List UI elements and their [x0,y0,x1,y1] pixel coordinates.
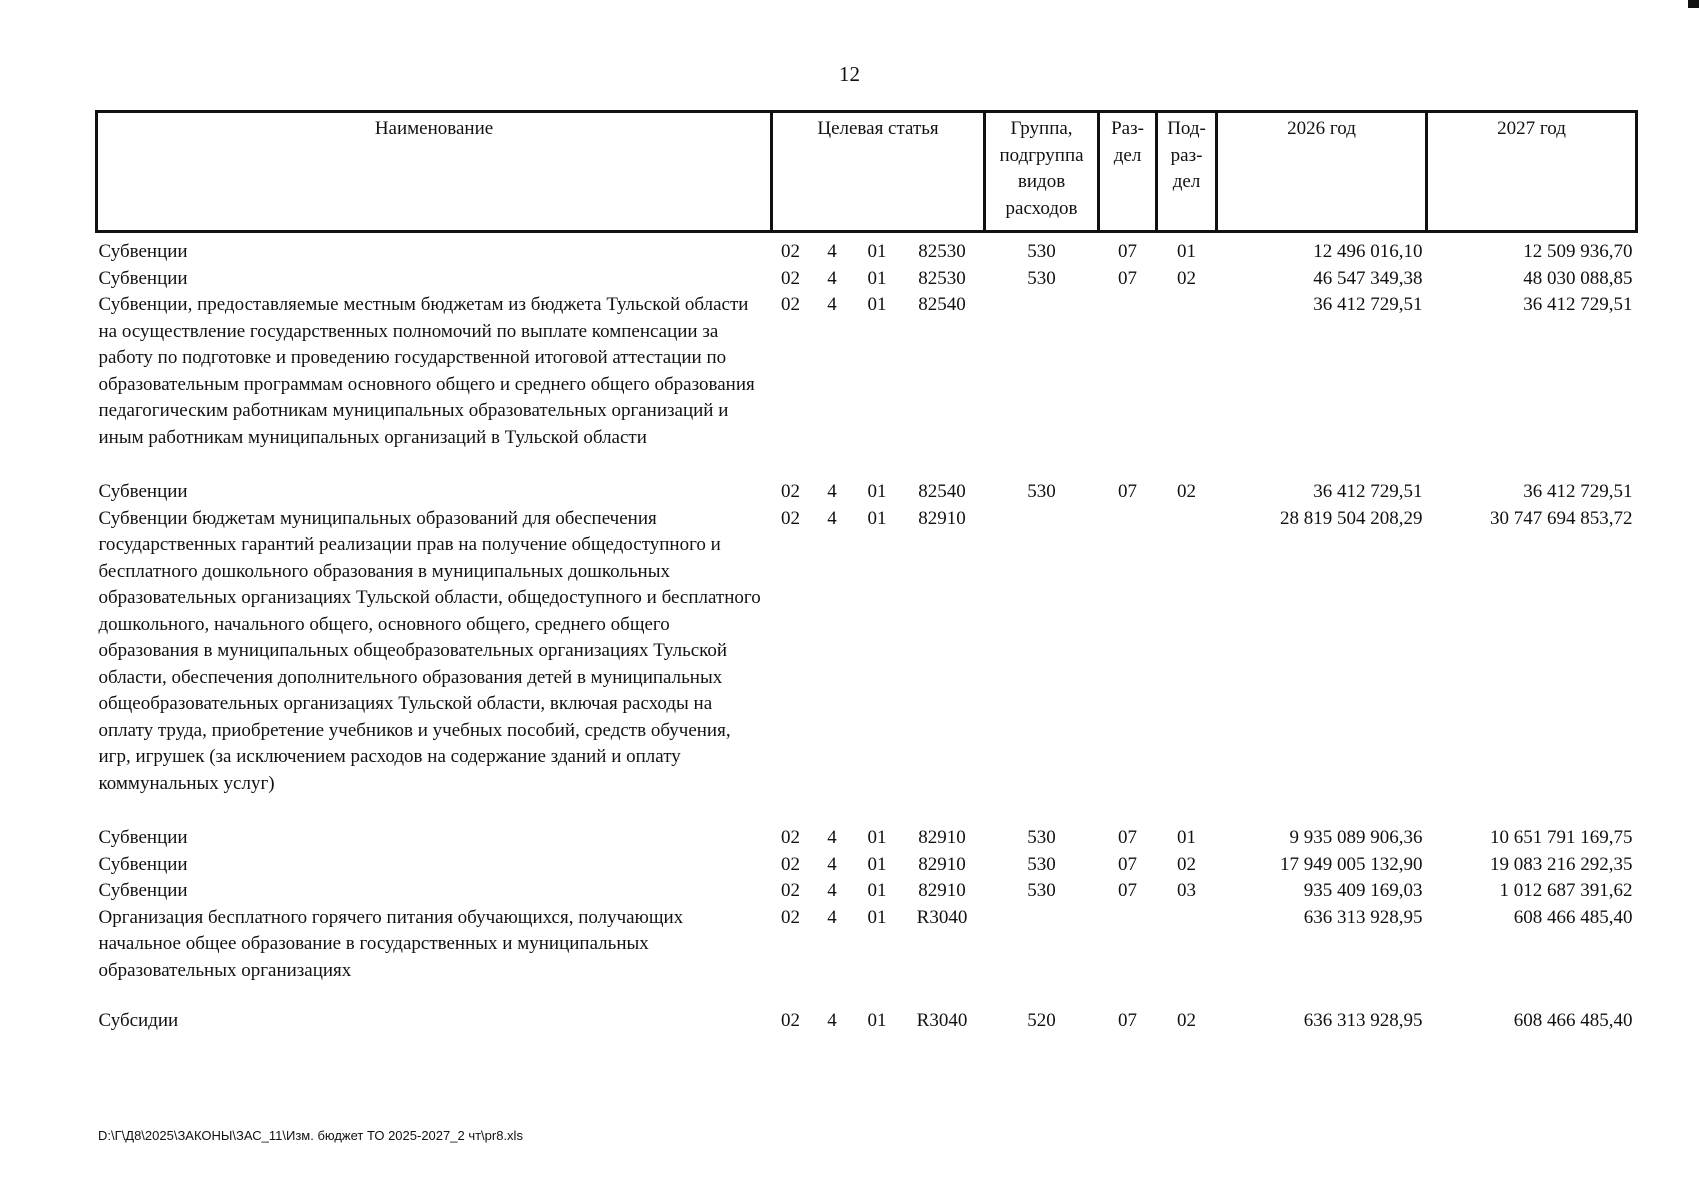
table-header-row [97,112,1637,232]
row-group: 530 [1027,481,1056,502]
row-amount-2027: 36 412 729,51 [1523,294,1633,315]
row-code-a: 02 [781,880,800,901]
corner-mark [1688,0,1699,8]
row-podrazdel: 02 [1177,481,1197,502]
row-amount-2026: 636 313 928,95 [1303,1010,1423,1031]
table-row [97,479,1637,506]
row-code-a: 02 [781,906,800,928]
row-amount-2026: 28 819 504 208,29 [1280,507,1423,529]
row-group [985,292,1099,479]
row-group: 530 [1027,267,1056,289]
row-amount-2027: 608 466 485,40 [1513,1010,1633,1031]
header-podrazdel: Под-раз-дел [1157,112,1217,232]
table-row [97,852,1637,879]
row-code-a: 02 [781,241,800,262]
row-razdel [1099,905,1157,1009]
row-code-a: 02 [781,267,800,289]
row-code-c: 01 [867,1010,887,1031]
row-name: Субвенции [98,853,188,875]
page-number: 12 [839,62,860,86]
row-amount-2027: 19 083 216 292,35 [1490,853,1633,875]
row-group [985,905,1099,1009]
row-code-d: 82910 [918,880,966,901]
row-code-b: 4 [827,906,837,928]
row-code-a: 02 [781,294,800,315]
row-group [985,506,1099,826]
row-code-d: R3040 [916,1010,968,1031]
header-group: Группа, подгруппа видов расходов [985,112,1099,232]
header-target-article: Целевая статья [772,112,985,232]
row-amount-2026: 12 496 016,10 [1313,241,1423,262]
row-podrazdel: 01 [1177,241,1197,262]
row-podrazdel: 02 [1177,853,1197,875]
row-code-c: 01 [867,827,887,848]
row-name: Организация бесплатного горячего питания обучающихся, получающих начальное общее образование в государственных и муниципальных образовательных организациях [98,906,684,981]
row-code-a: 02 [781,827,800,848]
table-row [97,506,1637,826]
row-group: 530 [1027,241,1056,262]
row-code-b: 4 [827,481,837,502]
row-code-d: 82530 [918,241,966,262]
row-code-b: 4 [827,1010,837,1031]
row-razdel: 07 [1118,1010,1138,1031]
row-code-b: 4 [827,294,837,315]
row-amount-2027: 1 012 687 391,62 [1499,880,1633,901]
row-code-c: 01 [867,853,887,875]
table-body [97,232,1637,1035]
row-group: 530 [1027,880,1056,901]
row-code-b: 4 [827,507,837,529]
row-podrazdel: 02 [1177,267,1197,289]
row-name: Субвенции, предоставляемые местным бюджетам из бюджета Тульской области на осуществление государственных полномочий по выплате компенсации за работу по подготовке и проведению государственной итоговой аттестации по образовательным программам основного общего и среднего общего образования педагогическим работникам муниципальных образовательных организаций и иным работникам муниципальных организаций в Тульской области [98,294,755,448]
row-code-a: 02 [781,507,800,529]
row-code-a: 02 [781,481,800,502]
row-code-c: 01 [867,241,887,262]
row-code-c: 01 [867,481,887,502]
row-amount-2027: 36 412 729,51 [1523,481,1633,502]
row-name: Субвенции [98,481,188,502]
row-code-c: 01 [867,267,887,289]
row-name: Субвенции [98,241,188,262]
row-amount-2026: 36 412 729,51 [1313,294,1423,315]
row-amount-2027: 30 747 694 853,72 [1490,507,1633,529]
row-podrazdel: 03 [1177,880,1197,901]
footer-file-path: D:\Г\Д8\2025\ЗАКОНЫ\ЗАС_11\Изм. бюджет ТО 2025-2027_2 чт\pr8.xls [98,1128,523,1143]
row-group: 520 [1027,1010,1056,1031]
row-code-b: 4 [827,827,837,848]
row-razdel [1099,292,1157,479]
row-code-d: 82540 [918,294,966,315]
table-row [97,905,1637,1009]
row-code-a: 02 [781,1010,800,1031]
row-name: Субвенции бюджетам муниципальных образований для обеспечения государственных гарантий реализации прав на получение общедоступного и бесплатного дошкольного образования в муниципальных дошкольных образовательных организациях Тульской области, общедоступного и бесплатного дошкольного, начального общего, основного общего, среднего общего образования в муниципальных общеобразовательных организациях Тульской области, обеспечения дополнительного образования детей в муниципальных общеобразовательных организациях Тульской области, включая расходы на оплату труда, приобретение учебников и учебных пособий, средств обучения, игр, игрушек (за исключением расходов на содержание зданий и оплату коммунальных услуг) [98,507,761,794]
row-code-c: 01 [867,906,887,928]
row-amount-2026: 636 313 928,95 [1303,906,1423,928]
row-code-b: 4 [827,880,837,901]
row-code-b: 4 [827,241,837,262]
row-podrazdel [1157,905,1217,1009]
row-code-d: 82910 [918,827,966,848]
row-razdel [1099,506,1157,826]
row-razdel: 07 [1118,267,1138,289]
row-code-d: 82540 [918,481,966,502]
row-code-d: 82530 [918,267,966,289]
row-amount-2026: 17 949 005 132,90 [1280,853,1423,875]
header-2026: 2026 год [1217,112,1427,232]
row-podrazdel: 02 [1177,1010,1197,1031]
table-row [97,825,1637,852]
row-name: Субвенции [98,827,188,848]
table-row [97,232,1637,266]
row-name: Субвенции [98,880,188,901]
row-group: 530 [1027,853,1056,875]
row-name: Субвенции [98,267,188,289]
row-code-c: 01 [867,880,887,901]
row-code-c: 01 [867,294,887,315]
row-amount-2027: 10 651 791 169,75 [1490,827,1633,848]
row-amount-2027: 608 466 485,40 [1513,906,1633,928]
row-razdel: 07 [1118,827,1138,848]
row-razdel: 07 [1118,880,1138,901]
row-podrazdel [1157,506,1217,826]
header-name: Наименование [97,112,772,232]
header-razdel: Раз-дел [1099,112,1157,232]
row-amount-2026: 36 412 729,51 [1313,481,1423,502]
row-code-a: 02 [781,853,800,875]
row-razdel: 07 [1118,241,1138,262]
row-razdel: 07 [1118,481,1138,502]
row-podrazdel: 01 [1177,827,1197,848]
row-name: Субсидии [98,1010,179,1031]
budget-table [95,110,1638,1035]
table-row [97,878,1637,905]
row-amount-2027: 12 509 936,70 [1523,241,1633,262]
row-code-d: 82910 [918,507,966,529]
row-code-d: R3040 [916,906,968,928]
row-podrazdel [1157,292,1217,479]
row-amount-2027: 48 030 088,85 [1523,267,1633,289]
table-row [97,292,1637,479]
row-amount-2026: 9 935 089 906,36 [1289,827,1423,848]
row-group: 530 [1027,827,1056,848]
row-code-b: 4 [827,853,837,875]
table-row [97,1008,1637,1035]
row-amount-2026: 935 409 169,03 [1303,880,1423,901]
row-amount-2026: 46 547 349,38 [1313,267,1423,289]
row-razdel: 07 [1118,853,1138,875]
row-code-c: 01 [867,507,887,529]
header-2027: 2027 год [1427,112,1637,232]
row-code-b: 4 [827,267,837,289]
table-row [97,266,1637,293]
row-code-d: 82910 [918,853,966,875]
